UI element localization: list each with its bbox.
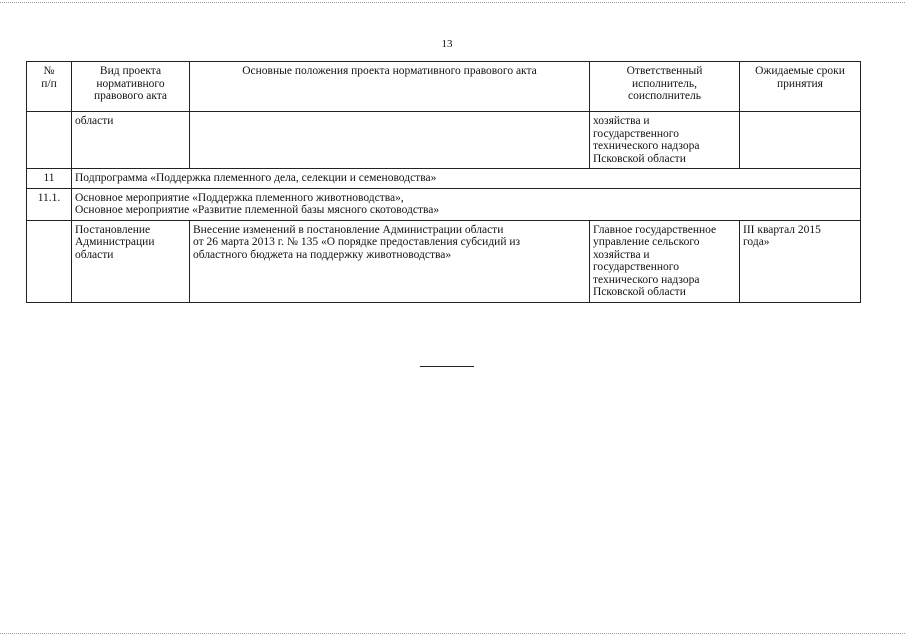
scan-edge-top xyxy=(0,2,905,3)
row-main-provisions: Внесение изменений в постановление Администрации области от 26 марта 2013 г. № 135 «О порядке предоставления субсидий из областного бюджета на поддержку животноводства» xyxy=(190,220,590,302)
subprogram-title: Подпрограмма «Поддержка племенного дела, селекции и семеноводства» xyxy=(72,169,861,189)
subprogram-row xyxy=(27,169,861,189)
row-num xyxy=(27,112,72,169)
activity-num: 11.1. xyxy=(27,188,72,220)
row-executor: хозяйства и государственного технического надзора Псковской области xyxy=(590,112,740,169)
row-deadline: III квартал 2015 года» xyxy=(740,220,861,302)
row-act-type: Постановление Администрации области xyxy=(72,220,190,302)
subprogram-num: 11 xyxy=(27,169,72,189)
activity-title: Основное мероприятие «Поддержка племенного животноводства», Основное мероприятие «Развитие племенной базы мясного скотоводства» xyxy=(72,188,861,220)
legal-acts-table xyxy=(26,61,861,303)
table-header-row xyxy=(27,62,861,112)
activity-row xyxy=(27,188,861,220)
header-act-type: Вид проекта нормативного правового акта xyxy=(72,62,190,112)
scan-edge-bottom xyxy=(0,633,905,634)
page-number: 13 xyxy=(441,38,453,50)
row-num xyxy=(27,220,72,302)
row-main-provisions xyxy=(190,112,590,169)
row-act-type: области xyxy=(72,112,190,169)
header-num: № п/п xyxy=(27,62,72,112)
header-deadline: Ожидаемые сроки принятия xyxy=(740,62,861,112)
table-row xyxy=(27,112,861,169)
table-row xyxy=(27,220,861,302)
row-executor: Главное государственное управление сельского хозяйства и государственного технического надзора Псковской области xyxy=(590,220,740,302)
header-main-provisions: Основные положения проекта нормативного правового акта xyxy=(190,62,590,112)
header-executor: Ответственный исполнитель, соисполнитель xyxy=(590,62,740,112)
end-of-document-rule xyxy=(420,366,474,367)
row-deadline xyxy=(740,112,861,169)
